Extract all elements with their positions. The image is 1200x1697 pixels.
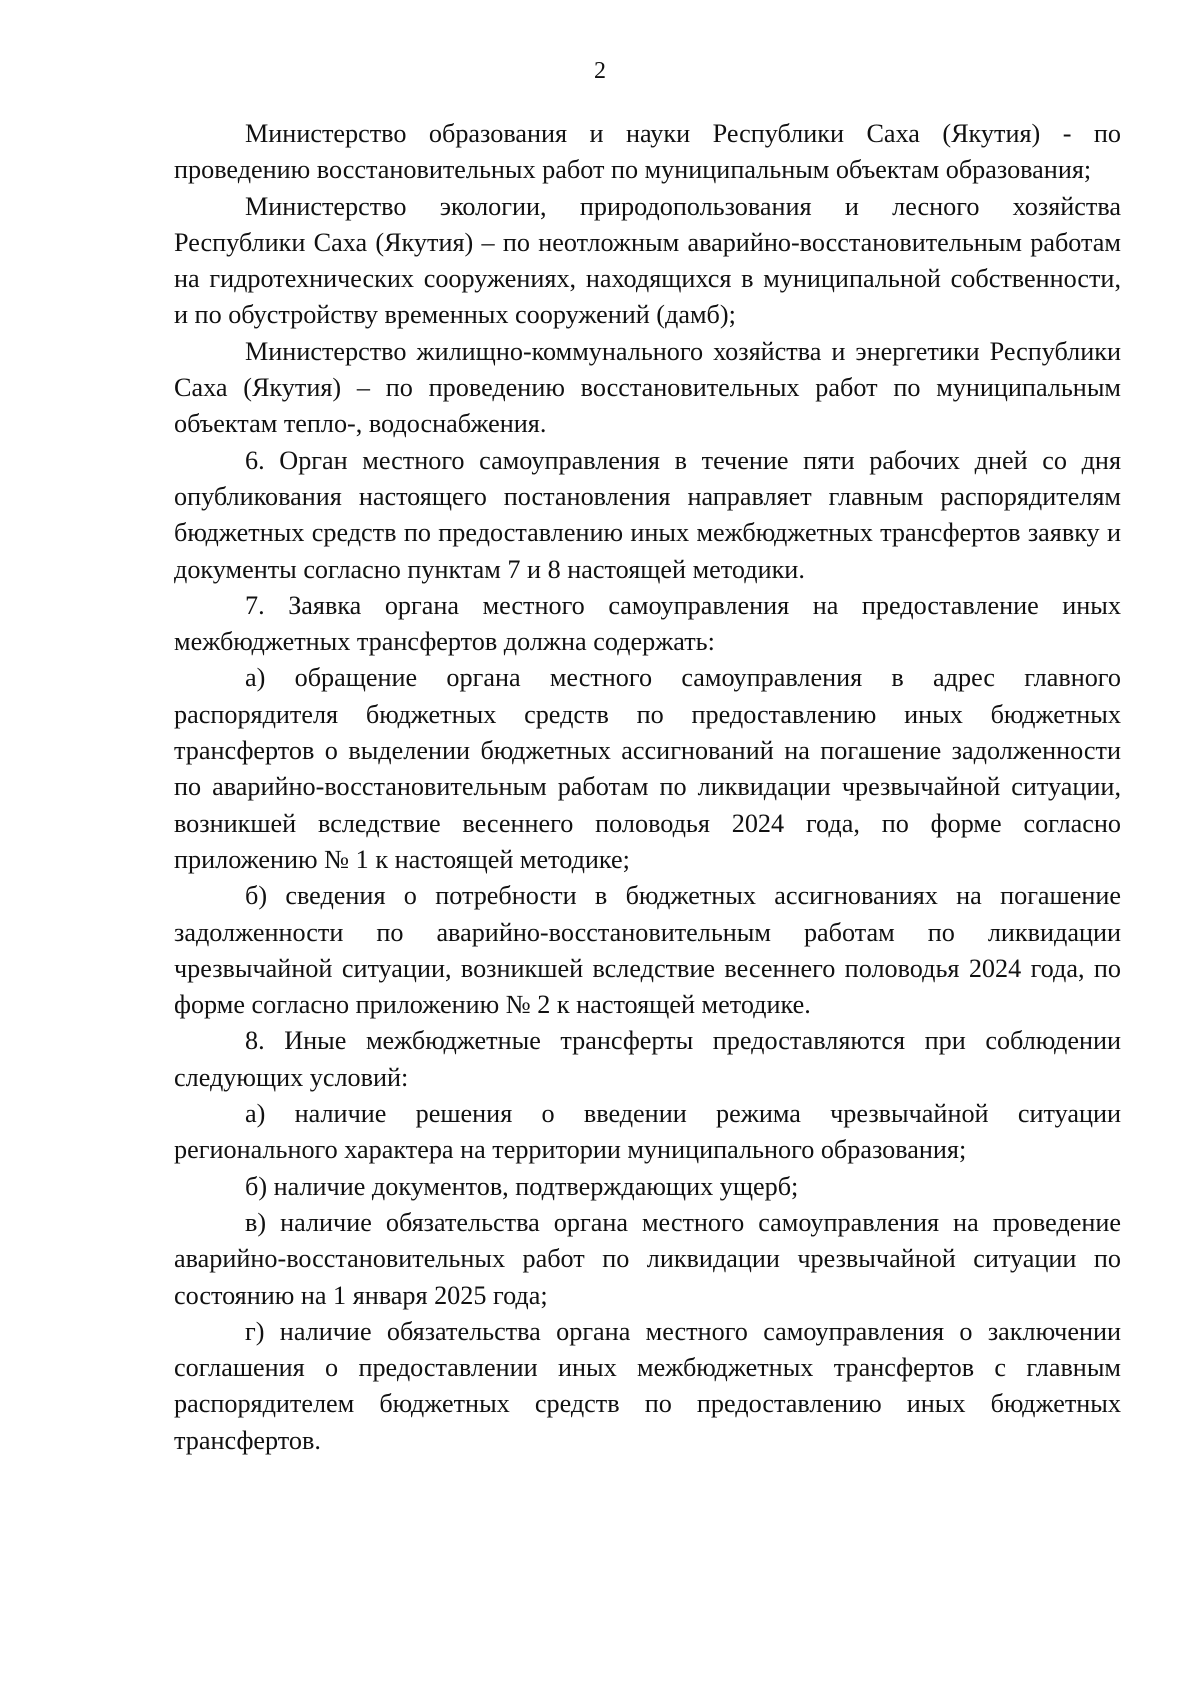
paragraph-ministry-education: Министерство образования и науки Республики Саха (Якутия) - по проведению восстановительных работ по муниципальным объектам образования; <box>174 119 1121 185</box>
document-body <box>174 116 1121 1459</box>
paragraph-item-7a: а) обращение органа местного самоуправления в адрес главного распорядителя бюджетных средств по предоставлению иных бюджетных трансфертов о выделении бюджетных ассигнований на погашение задолженности по аварийно-восстановительным работам по ликвидации чрезвычайной ситуации, возникшей вследствие весеннего половодья 2024 года, по форме согласно приложению № 1 к настоящей методике; <box>174 663 1121 874</box>
paragraph-item-8g: г) наличие обязательства органа местного самоуправления о заключении соглашения о предоставлении иных межбюджетных трансфертов с главным распорядителем бюджетных средств по предоставлению иных бюджетных трансфертов. <box>174 1316 1121 1455</box>
paragraph-ministry-ecology: Министерство экологии, природопользования и лесного хозяйства Республики Саха (Якутия) – по неотложным аварийно-восстановительным работам на гидротехнических сооружениях, находящихся в муниципальной собственности, и по обустройству временных сооружений (дамб); <box>174 191 1121 330</box>
paragraph-item-6: 6. Орган местного самоуправления в течение пяти рабочих дней со дня опубликования настоящего постановления направляет главным распорядителям бюджетных средств по предоставлению иных межбюджетных трансфертов заявку и документы согласно пунктам 7 и 8 настоящей методики. <box>174 445 1121 584</box>
paragraph-item-8b: б) наличие документов, подтверждающих ущерб; <box>245 1171 799 1201</box>
paragraph-item-7b: б) сведения о потребности в бюджетных ассигнованиях на погашение задолженности по аварийно-восстановительным работам по ликвидации чрезвычайной ситуации, возникшей вследствие весеннего половодья 2024 года, по форме согласно приложению № 2 к настоящей методике. <box>174 881 1121 1020</box>
page-number: 2 <box>594 58 606 84</box>
paragraph-item-8a: а) наличие решения о введении режима чрезвычайной ситуации регионального характера на территории муниципального образования; <box>174 1099 1121 1165</box>
paragraph-item-8: 8. Иные межбюджетные трансферты предоставляются при соблюдении следующих условий: <box>174 1026 1121 1092</box>
paragraph-ministry-housing: Министерство жилищно-коммунального хозяйства и энергетики Республики Саха (Якутия) – по проведению восстановительных работ по муниципальным объектам тепло-, водоснабжения. <box>174 336 1121 439</box>
paragraph-item-7: 7. Заявка органа местного самоуправления на предоставление иных межбюджетных трансфертов должна содержать: <box>174 590 1121 657</box>
paragraph-item-8v: в) наличие обязательства органа местного самоуправления на проведение аварийно-восстановительных работ по ликвидации чрезвычайной ситуации по состоянию на 1 января 2025 года; <box>174 1207 1121 1310</box>
